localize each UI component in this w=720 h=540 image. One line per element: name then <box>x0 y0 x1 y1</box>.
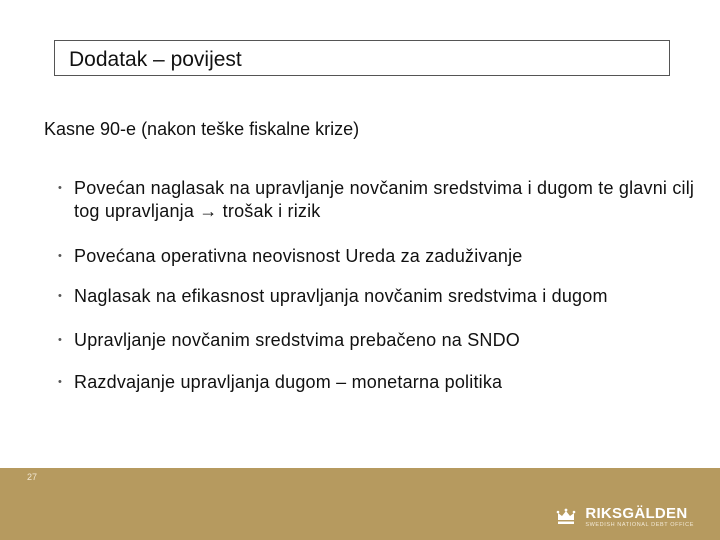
bullet-marker: • <box>58 290 62 302</box>
bullet-marker: • <box>58 182 62 194</box>
bullet-marker: • <box>58 376 62 388</box>
footer-bar <box>0 468 720 540</box>
bullet-text: Povećan naglasak na upravljanje novčanim sredstvima i dugom te glavni cilj tog upravljanja → trošak i rizik <box>74 178 695 221</box>
bullet-text: Razdvajanje upravljanja dugom – monetarna politika <box>74 372 503 392</box>
riksgalden-logo <box>555 506 694 529</box>
bullet-marker: • <box>58 334 62 346</box>
page-number: 27 <box>27 472 38 482</box>
slide-subtitle: Kasne 90-e (nakon teške fiskalne krize) <box>44 119 360 139</box>
bullet-marker: • <box>58 250 62 262</box>
crown-icon <box>555 506 577 528</box>
slide-title: Dodatak – povijest <box>69 48 242 71</box>
logo-name: RIKSGÄLDEN <box>585 504 688 522</box>
bullet-text: Upravljanje novčanim sredstvima prebačeno na SNDO <box>74 330 521 350</box>
slide-title-box <box>54 40 670 76</box>
logo-subtitle: SWEDISH NATIONAL DEBT OFFICE <box>585 521 694 528</box>
bullet-text: Povećana operativna neovisnost Ureda za zaduživanje <box>74 246 523 266</box>
bullet-text: Naglasak na efikasnost upravljanja novčanim sredstvima i dugom <box>74 286 608 306</box>
